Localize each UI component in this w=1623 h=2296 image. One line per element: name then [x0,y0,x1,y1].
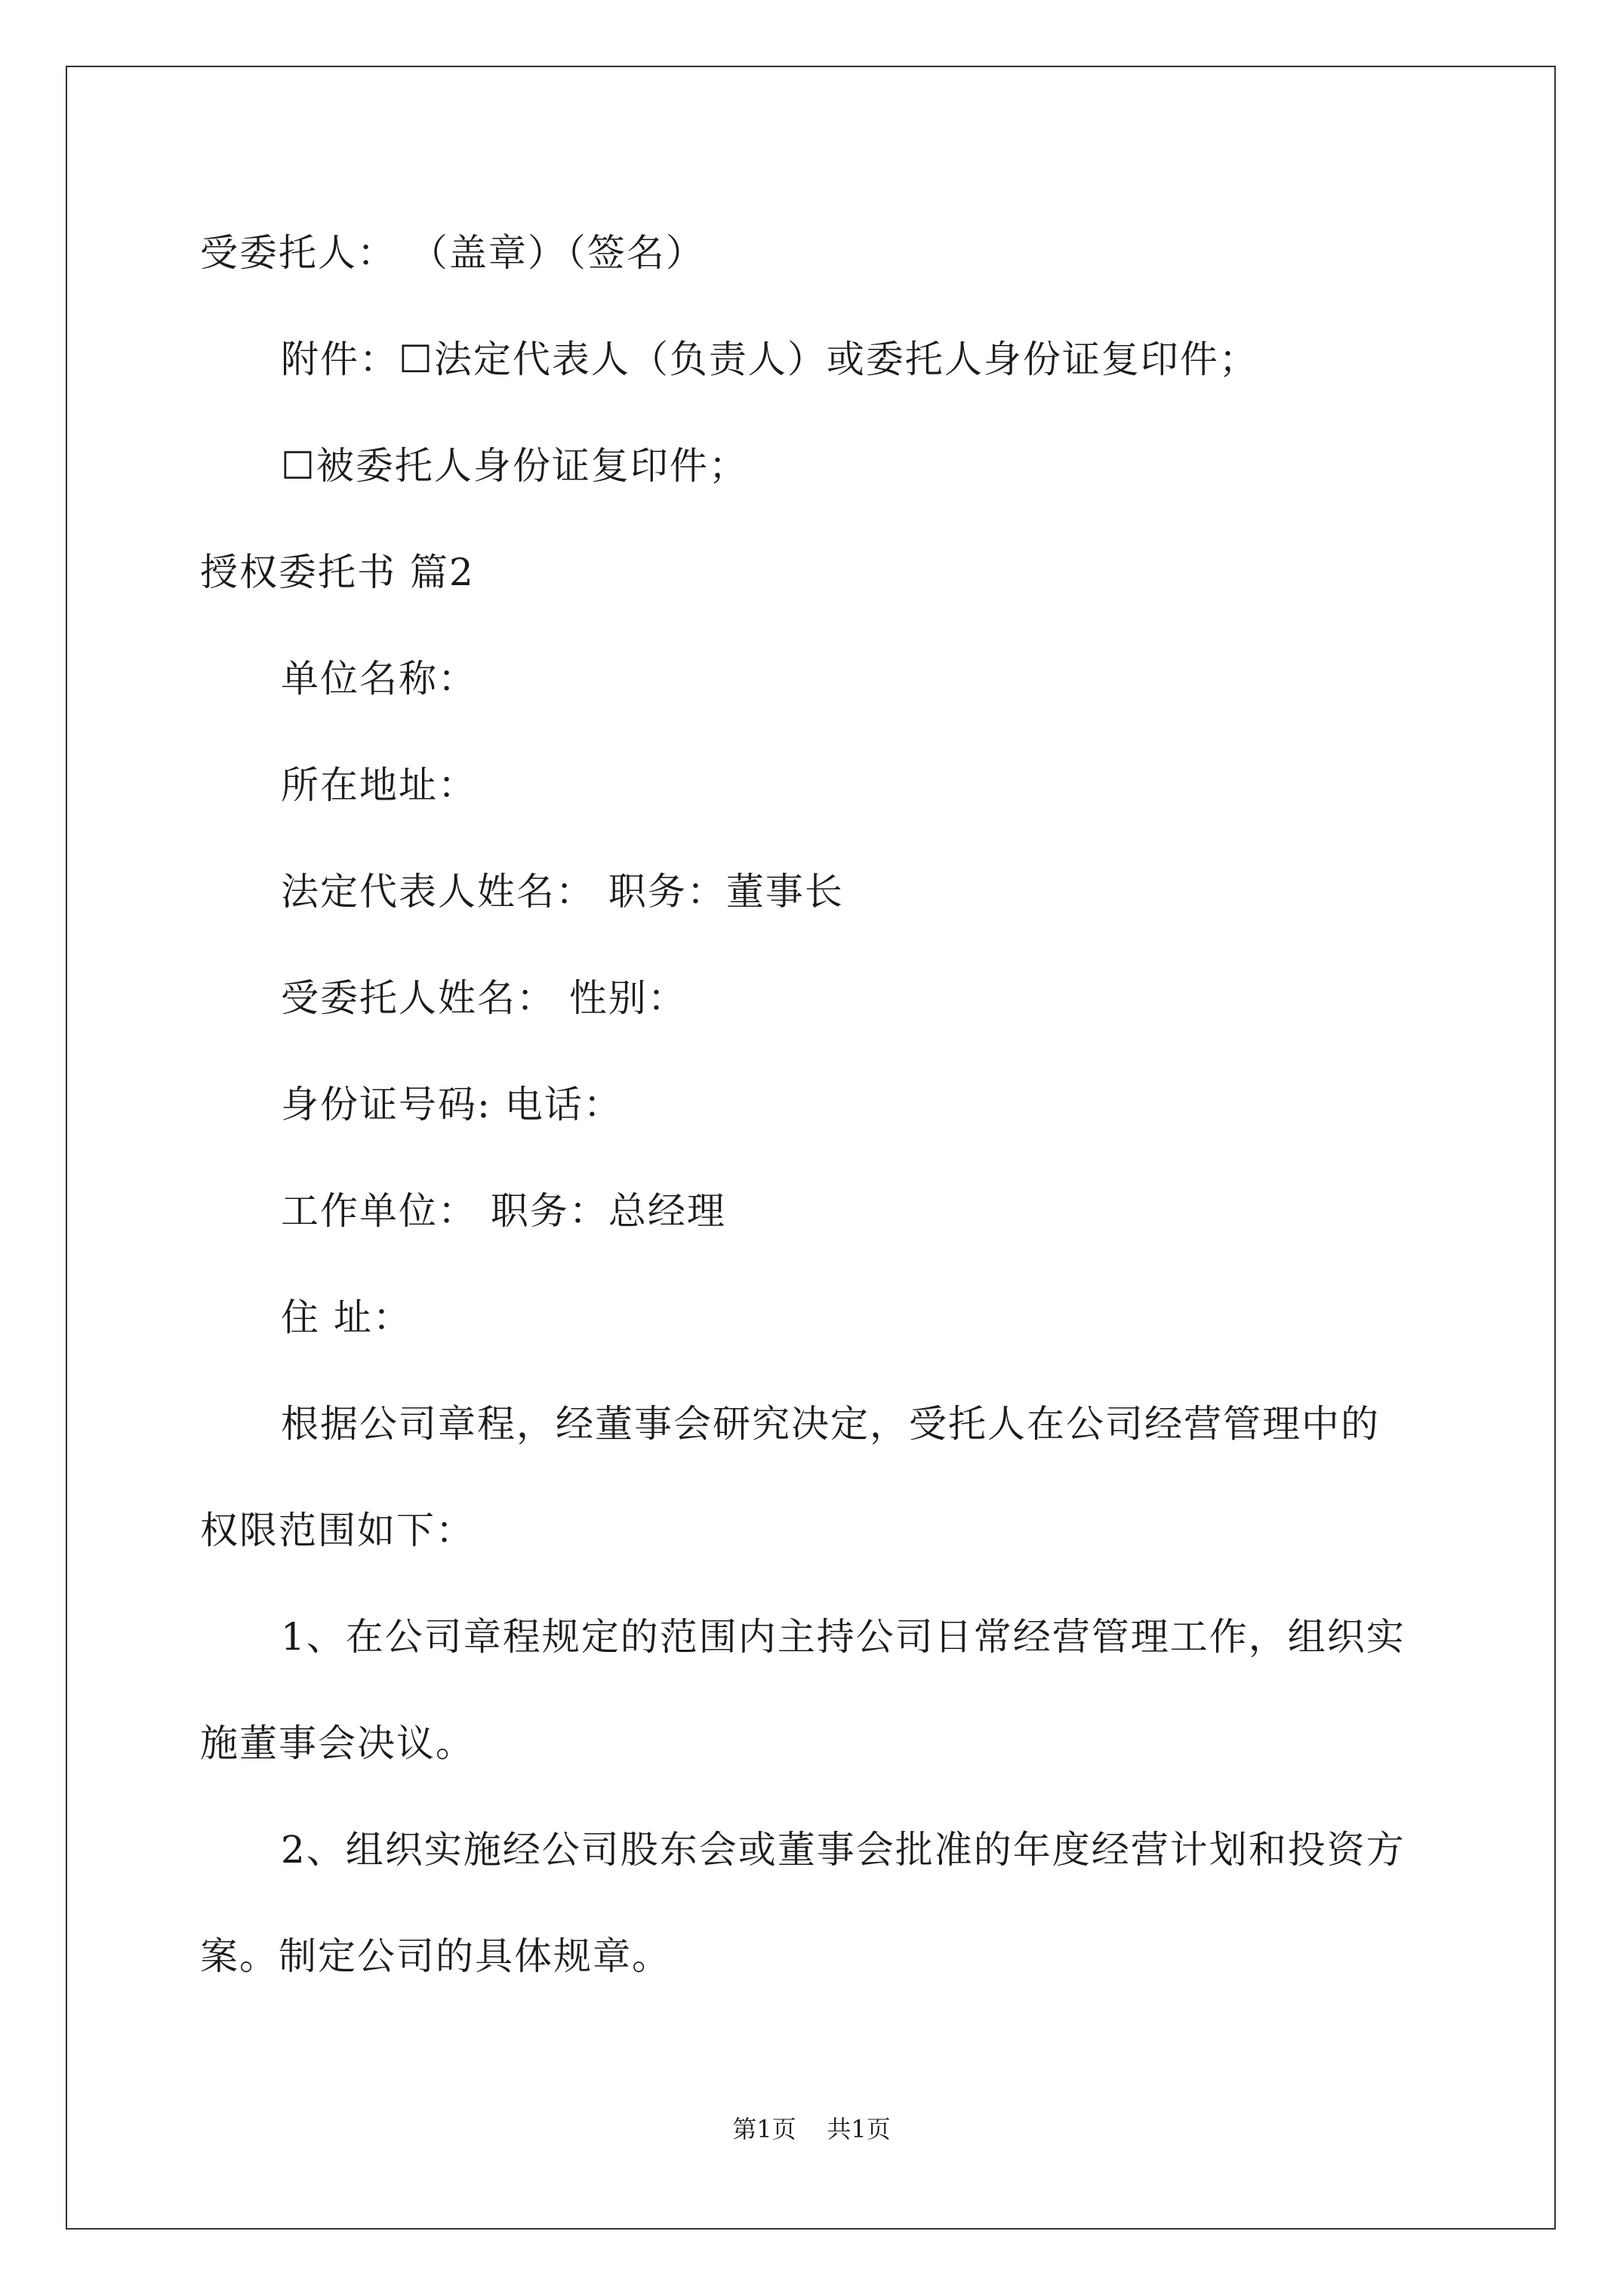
page-number: 第1页 [732,2115,796,2143]
address-field: 所在地址： [281,763,477,807]
body-paragraph-line: 权限范围如下： [200,1509,475,1552]
body-paragraph-line: 根据公司章程，经董事会研究决定，受托人在公司经营管理中的 [281,1402,1380,1446]
page-total: 共1页 [827,2115,891,2143]
list-item-2-line: 2、组织实施经公司股东会或董事会批准的年度经营计划和投资方 [281,1828,1406,1872]
page-footer [0,2114,1623,2144]
list-item-1-line: 1、在公司章程规定的范围内主持公司日常经营管理工作，组织实 [281,1615,1406,1659]
entrusted-name-field: 受委托人姓名： 性别： [281,976,687,1020]
page-border [66,66,1556,2230]
attachment-line-2: ☐被委托人身份证复印件； [281,444,748,488]
legal-rep-field: 法定代表人姓名： 职务：董事长 [281,870,844,914]
residence-field: 住 址： [281,1296,412,1339]
list-item-1-line: 施董事会决议。 [200,1721,475,1765]
work-unit-field: 工作单位： 职务：总经理 [281,1189,726,1233]
id-phone-field: 身份证号码: 电话： [281,1083,623,1126]
list-item-2-line: 案。制定公司的具体规章。 [200,1934,671,1978]
attachment-line-1: 附件：☐法定代表人（负责人）或委托人身份证复印件； [281,337,1258,381]
section-heading: 授权委托书 篇2 [200,550,475,594]
company-name-field: 单位名称： [281,657,477,701]
entrusted-party-signature-line: 受委托人： （盖章）（签名） [200,231,705,275]
